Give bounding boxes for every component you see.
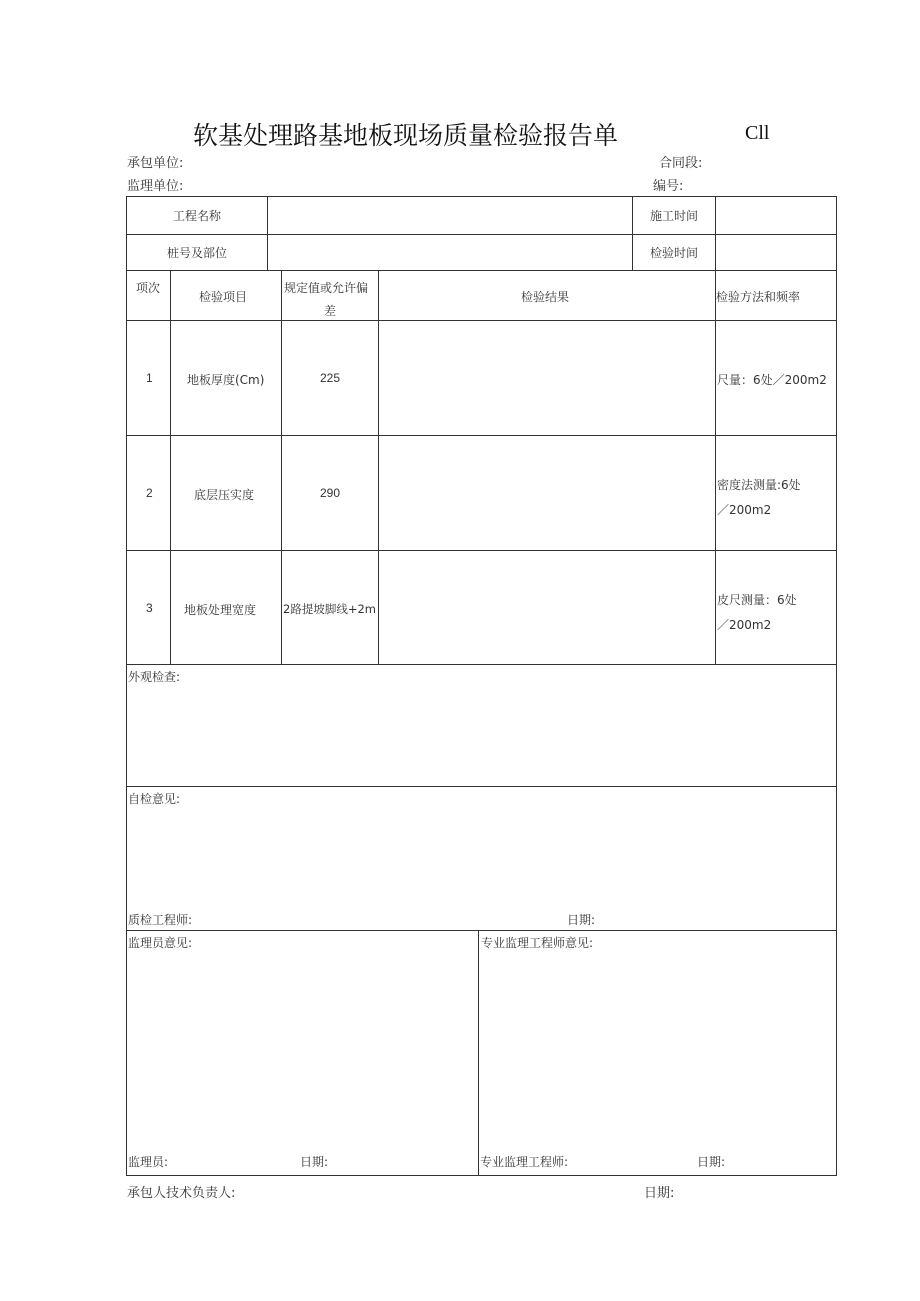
table-line [126,930,837,931]
construction-time-text: 施工时间 [649,209,698,223]
appearance-label: 外观检查: [128,670,181,684]
engineer-sign-label: 专业监理工程师: [480,1155,569,1169]
table-line [126,786,837,787]
col-spec-line1: 规定值或允许偏 [284,281,369,295]
supervisor-unit-label: 监理单位: [127,179,184,194]
row-spec: 225 [320,371,341,385]
table-line [126,270,837,271]
station-label [127,235,267,270]
col-inspection-item: 检验项目 [199,290,248,304]
supervisor-sign-label: 监理员: [128,1155,169,1169]
row-no: 3 [146,601,153,615]
row-spec: 290 [320,486,341,500]
self-check-label: 自检意见: [128,792,181,806]
col-spec-line2: 差 [324,304,337,318]
table-line [126,1175,837,1176]
row-method-cont: ／200m2 [717,503,772,517]
page-title: 软基处理路基地板现场质量检验报告单 [193,121,619,150]
footer-date-label: 日期: [644,1186,675,1201]
contract-section-label: 合同段: [659,156,703,171]
engineer-opinion-field[interactable] [479,952,835,1147]
tech-lead-label: 承包人技术负责人: [127,1186,236,1201]
inspection-time-field[interactable] [716,235,836,270]
form-code: Cll [745,122,770,144]
station-field[interactable] [268,235,632,270]
engineer-date-label: 日期: [697,1155,726,1169]
construction-time-field[interactable] [716,197,836,234]
table-line [836,196,837,1176]
row-no: 1 [146,371,153,385]
inspection-time-text: 检验时间 [649,246,698,260]
appearance-field[interactable] [127,686,836,785]
station-text: 桩号及部位 [166,246,227,260]
project-name-text: 工程名称 [172,209,221,223]
project-name-label [127,197,267,234]
table-line [170,270,171,664]
supervisor-date-label: 日期: [300,1155,329,1169]
row-method: 皮尺测量：6处 [717,593,797,607]
table-line [715,270,716,664]
number-label: 编号: [653,179,684,194]
self-check-field[interactable] [127,808,836,903]
row-result-field[interactable] [379,321,715,435]
project-name-field[interactable] [268,197,632,234]
col-method: 检验方法和频率 [716,290,801,304]
engineer-opinion-label: 专业监理工程师意见: [481,936,594,950]
contractor-label: 承包单位: [127,156,184,171]
col-item-no: 项次 [136,281,161,295]
table-line [126,664,837,665]
row-item: 底层压实度 [194,488,255,502]
row-result-field[interactable] [379,551,715,664]
qc-engineer-label: 质检工程师: [128,913,193,927]
row-method: 尺量：6处／200m2 [717,373,827,387]
row-item: 地板厚度(Cm) [187,373,265,387]
supervisor-opinion-field[interactable] [127,952,477,1147]
col-result: 检验结果 [521,290,570,304]
row-method: 密度法测量:6处 [717,478,801,492]
row-item: 地板处理宽度 [184,603,257,617]
table-line [281,270,282,664]
row-spec: 2路提坡脚线+2m [283,602,376,616]
row-no: 2 [146,486,153,500]
row-method-cont: ／200m2 [717,618,772,632]
construction-time-label [633,197,715,234]
qc-date-label: 日期: [567,913,596,927]
supervisor-opinion-label: 监理员意见: [128,936,193,950]
row-result-field[interactable] [379,436,715,550]
inspection-time-label [633,235,715,270]
